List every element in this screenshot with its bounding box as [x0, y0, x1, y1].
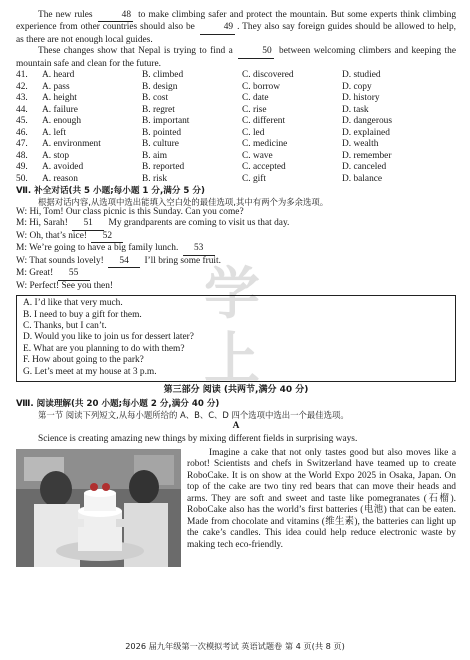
option-a: A. avoided	[42, 162, 84, 173]
dialogue	[16, 207, 456, 292]
text: These changes show that Nepal is trying to find a	[38, 46, 233, 57]
question-number: 47.	[16, 139, 28, 150]
answer-blank-48: 48	[98, 10, 133, 22]
option-row	[16, 93, 456, 104]
dialogue-text: M: Hi, Sarah!	[16, 218, 68, 229]
question-number: 44.	[16, 104, 28, 115]
option-row	[16, 128, 456, 139]
option-d: D. dangerous	[342, 116, 392, 127]
option-d: D. wealth	[342, 139, 379, 150]
dialogue-line	[16, 268, 456, 280]
dialogue-text: My grandparents are coming to visit us that day.	[108, 218, 290, 229]
option-d: D. task	[342, 104, 369, 115]
article-body: Imagine a cake that not only tastes good but also moves like a robot! Scientists and chefs in Switzerland have teamed up to create RoboCake. It is on show at the World Expo 2025 in Osaka, Japan. On top of the cake are two tiny red bears that can move their heads and arms. They are soft and sweet and taste like pomegranates (石榴). RoboCake also has the world’s first batteries (电池) that can be eaten. Made from chocolate and vitamins (维生素), the batteries can light up the cake’s candles. This idea could help reduce electronic waste by making tech eco-friendly.	[187, 447, 456, 550]
answer-blank-53: 53	[183, 243, 215, 255]
option-row	[16, 162, 456, 173]
option-b: B. regret	[142, 104, 175, 115]
dialogue-text: M: Great!	[16, 268, 54, 279]
dialogue-options-box	[16, 295, 456, 382]
answer-blank-55: 55	[58, 268, 90, 280]
dialogue-text: W: Oh, that’s nice!	[16, 230, 87, 241]
option-c: C. wave	[242, 150, 273, 161]
dialogue-option-e: E. What are you planning to do with them?	[23, 343, 185, 354]
question-number: 42.	[16, 81, 28, 92]
option-a: A. reason	[42, 173, 78, 184]
question-number: 45.	[16, 116, 28, 127]
option-a: A. left	[42, 127, 66, 138]
dialogue-text: M: We’re going to have a big family lunch.	[16, 243, 179, 254]
robocake-photo	[16, 449, 181, 567]
option-c: C. gift	[242, 173, 266, 184]
option-c: C. date	[242, 93, 269, 104]
dialogue-line	[16, 281, 456, 292]
dialogue-option-b: B. I need to buy a gift for them.	[23, 309, 142, 320]
dialogue-line	[16, 218, 456, 230]
question-number: 41.	[16, 70, 28, 81]
option-d: D. explained	[342, 127, 390, 138]
option-a: A. stop	[42, 150, 70, 161]
dialogue-option-c: C. Thanks, but I can’t.	[23, 320, 107, 331]
option-row	[16, 116, 456, 127]
option-row	[16, 151, 456, 162]
option-b: B. design	[142, 81, 178, 92]
text: . They also say foreign guides should be allowed to help, as there are not enough local guides.	[16, 22, 456, 45]
option-b: B. cost	[142, 93, 169, 104]
option-c: C. discovered	[242, 70, 294, 81]
svg-text:上: 上	[204, 327, 260, 392]
option-b: B. pointed	[142, 127, 182, 138]
dialogue-line	[16, 231, 456, 243]
dialogue-option-g: G. Let’s meet at my house at 3 p.m.	[23, 366, 157, 377]
option-a: A. enough	[42, 116, 82, 127]
question-number: 49.	[16, 162, 28, 173]
page-footer: 2026 届九年级第一次模拟考试 英语试题卷 第 4 页(共 8 页)	[125, 641, 345, 651]
dialogue-line	[16, 243, 456, 255]
passage-paragraph-1	[16, 10, 456, 46]
passage-paragraph-2	[16, 46, 456, 70]
part-3-title: 第三部分 阅读 (共两节,满分 40 分)	[163, 385, 309, 396]
question-number: 43.	[16, 93, 28, 104]
option-b: B. important	[142, 116, 190, 127]
question-number: 46.	[16, 127, 28, 138]
text: to make climbing safer and protect the mountain. But some experts think climbing experience from other countries should also be	[16, 10, 457, 33]
dialogue-text: W: Perfect! See you then!	[16, 280, 114, 291]
option-row	[16, 82, 456, 93]
text: The new rules	[38, 10, 93, 20]
option-row	[16, 70, 456, 81]
dialogue-option-f: F. How about going to the park?	[23, 355, 144, 366]
cloze-options	[16, 70, 456, 185]
dialogue-text: W: Hi, Tom! Our class picnic is this Sunday. Can you come?	[16, 206, 244, 217]
passage-lead: Science is creating amazing new things by mixing different fields in surprising ways.	[38, 433, 358, 444]
answer-blank-51: 51	[72, 218, 104, 230]
dialogue-line	[16, 207, 456, 218]
option-d: D. history	[342, 93, 380, 104]
dialogue-option-a: A. I’d like that very much.	[23, 298, 123, 309]
option-row	[16, 139, 456, 150]
option-b: B. aim	[142, 150, 167, 161]
dialogue-text: I’ll bring some fruit.	[144, 255, 221, 266]
answer-blank-49: 49	[200, 22, 235, 34]
option-c: C. rise	[242, 104, 267, 115]
option-d: D. studied	[342, 70, 381, 81]
option-c: C. medicine	[242, 139, 288, 150]
option-d: D. canceled	[342, 162, 387, 173]
option-a: A. heard	[42, 70, 75, 81]
passage-letter: A	[232, 421, 240, 432]
dialogue-text: W: That sounds lovely!	[16, 255, 104, 266]
option-d: D. remember	[342, 150, 392, 161]
option-b: B. culture	[142, 139, 179, 150]
option-a: A. pass	[42, 81, 70, 92]
question-number: 48.	[16, 150, 28, 161]
option-d: D. balance	[342, 173, 383, 184]
option-c: C. accepted	[242, 162, 286, 173]
question-number: 50.	[16, 173, 28, 184]
option-d: D. copy	[342, 81, 372, 92]
answer-blank-52: 52	[91, 231, 123, 243]
option-b: B. climbed	[142, 70, 184, 81]
passage-article	[16, 448, 456, 551]
option-c: C. borrow	[242, 81, 281, 92]
dialogue-option-d: D. Would you like to join us for dessert later?	[23, 332, 194, 343]
svg-text:学: 学	[204, 262, 260, 327]
option-b: B. risk	[142, 173, 168, 184]
section-7-instruction: 根据对话内容,从选项中选出能填入空白处的最佳选项,其中有两个为多余选项。	[38, 196, 329, 207]
option-a: A. failure	[42, 104, 78, 115]
section-8-instruction: 第一节 阅读下列短文,从每小题所给的 A、B、C、D 四个选项中选出一个最佳选项。	[38, 409, 349, 420]
option-c: C. different	[242, 116, 286, 127]
option-row	[16, 105, 456, 116]
section-7-title: Ⅶ. 补全对话(共 5 小题;每小题 1 分,满分 5 分)	[16, 186, 205, 197]
option-a: A. height	[42, 93, 77, 104]
option-row	[16, 174, 456, 185]
exam-page	[16, 10, 456, 569]
option-c: C. led	[242, 127, 265, 138]
answer-blank-50: 50	[238, 46, 273, 58]
option-b: B. reported	[142, 162, 185, 173]
option-a: A. environment	[42, 139, 101, 150]
dialogue-line	[16, 256, 456, 268]
section-8-title: Ⅷ. 阅读理解(共 20 小题;每小题 2 分,满分 40 分)	[16, 399, 220, 410]
answer-blank-54: 54	[108, 256, 140, 268]
text: between welcoming climbers and keeping the mountain safe and clean for the future.	[16, 46, 456, 69]
